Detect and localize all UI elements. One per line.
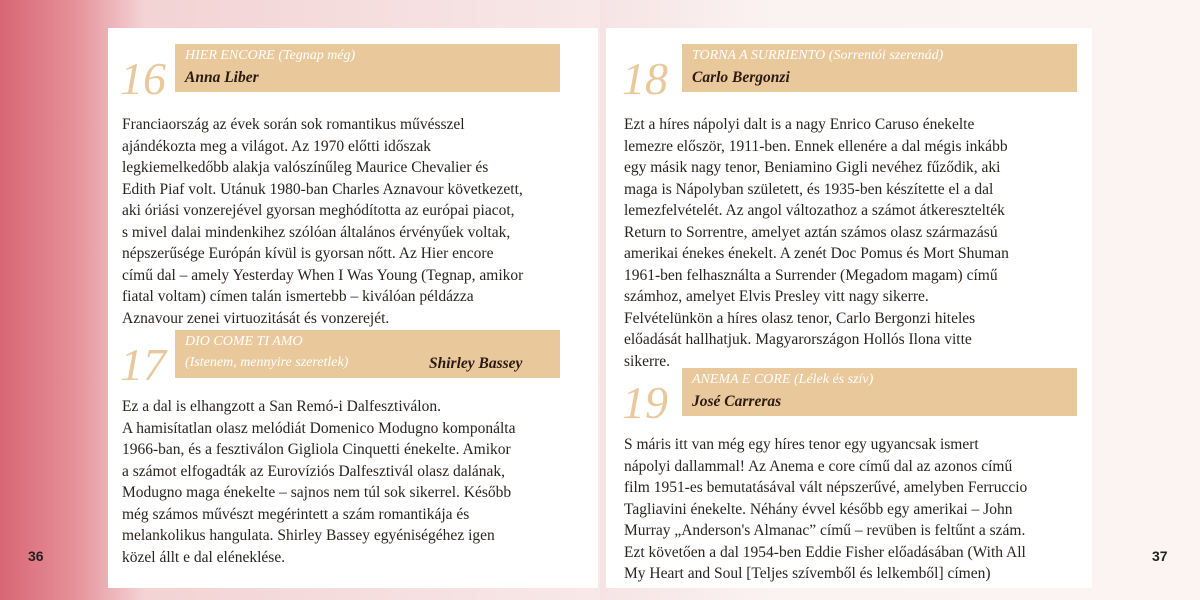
track-artist: Shirley Bassey [429, 355, 523, 372]
body-line: fiatal voltam) címen talán ismertebb – kiválóan példázza [122, 288, 474, 305]
body-line: melankolikus hangulata. Shirley Bassey egyéniségéhez igen [122, 527, 495, 544]
track-16-body [122, 114, 592, 329]
body-line: ajándékozta meg a világot. Az 1970 előtti időszak [122, 137, 432, 155]
track-number: 17 [120, 339, 166, 390]
title-band [682, 44, 1077, 92]
track-number: 18 [622, 53, 668, 104]
body-line: című dal – amely Yesterday When I Was Young (Tegnap, amikor [122, 266, 524, 284]
track-title: TORNA A SURRIENTO (Sorrentói szerenád) [692, 48, 944, 63]
body-line: Return to Sorrentre, amelyet aztán számos olasz származású [624, 223, 998, 241]
body-line: amerikai énekes énekelt. A zenét Doc Pomus és Mort Shuman [624, 245, 1009, 262]
right-page [606, 28, 1092, 588]
track-artist: José Carreras [692, 393, 782, 410]
body-line: számhoz, amelyet Elvis Presley vitt nagy sikerre. [624, 288, 929, 305]
track-17-body [122, 396, 592, 568]
body-line: közel állt e dal eléneklése. [122, 548, 286, 566]
title-band [682, 368, 1077, 416]
track-title: DIO COME TI AMO [185, 334, 303, 349]
body-line: S máris itt van még egy híres tenor egy ugyancsak ismert [624, 436, 979, 453]
body-line: 1966-ban, és a fesztiválon Gigliola Cinquetti énekelte. Amikor [122, 441, 511, 458]
track-title: HIER ENCORE (Tegnap még) [185, 48, 356, 63]
title-band [175, 330, 560, 378]
body-line: nápolyi dallammal! Az Anema e core című dal az azonos című [624, 457, 1013, 475]
body-line: lemezfelvételét. Az angol változathoz a számot átkeresztelték [624, 202, 1005, 219]
body-line: legkiemelkedőbb alakja valószínűleg Maurice Chevalier és [122, 159, 489, 176]
body-line: maga is Nápolyban született, és 1935-ben készítette el a dal [624, 180, 994, 198]
body-line: Murray „Anderson's Almanac” című – revüben is feltűnt a szám. [624, 522, 1026, 539]
body-line: s mivel dalai mindenkihez szólóan általános érvényűek voltak, [122, 223, 511, 241]
body-line: Ez a dal is elhangzott a San Remó-i Dalfesztiválon. [122, 398, 441, 415]
body-line: sikerre. [624, 352, 671, 370]
body-line: népszerűsége Európán kívül is gyorsan nőtt. Az Hier encore [122, 245, 494, 262]
body-line: 1961-ben felhasználta a Surrender (Megadom magam) című [624, 266, 998, 284]
body-line: Aznavour zenei virtuozitását és vonzerejét. [122, 309, 390, 327]
body-line: Edith Piaf volt. Utánuk 1980-ban Charles Aznavour következett, [122, 180, 523, 198]
track-18-body [624, 114, 1090, 372]
left-page [108, 28, 598, 588]
title-band [175, 44, 560, 92]
track-title: ANEMA E CORE (Lélek és szív) [692, 372, 874, 387]
body-line: My Heart and Soul [Teljes szívemből és lelkemből] címen) [624, 565, 991, 582]
body-line: egy másik nagy tenor, Beniamino Gigli nevéhez fűződik, aki [624, 159, 1001, 176]
body-line: Ezt a híres nápolyi dalt is a nagy Enrico Caruso énekelte [624, 116, 975, 133]
body-line: Modugno maga énekelte – sajnos nem túl sok sikerrel. Később [122, 484, 512, 501]
track-number: 16 [120, 53, 166, 104]
track-19-body [624, 434, 1090, 585]
body-line: film 1951-es bemutatásával vált népszerűvé, amelyben Ferruccio [624, 479, 1028, 496]
page-number-left: 36 [28, 548, 44, 564]
body-line: aki óriási vonzerejével gyorsan meghódította az európai piacot, [122, 202, 515, 219]
body-line: Tagliavini énekelte. Néhány évvel később egy amerikai – John [624, 500, 1013, 518]
body-line: lemezre először, 1911-ben. Ennek ellenére a dal mégis inkább [624, 137, 1008, 155]
track-subtitle: (Istenem, mennyire szeretlek) [185, 355, 349, 370]
body-line: Ezt követően a dal 1954-ben Eddie Fisher előadásában (With All [624, 543, 1026, 561]
page-number-right: 37 [1152, 548, 1168, 564]
body-line: még számos művészt megérintett a szám romantikája és [122, 505, 470, 523]
body-line: előadását hallhatjuk. Magyarországon Hollós Ilona vitte [624, 331, 972, 348]
track-number: 19 [622, 377, 668, 428]
body-line: Franciaország az évek során sok romantikus művésszel [122, 116, 465, 133]
track-artist: Anna Liber [185, 69, 259, 86]
track-artist: Carlo Bergonzi [692, 69, 790, 86]
body-line: A hamisítatlan olasz melódiát Domenico Modugno komponálta [122, 419, 516, 437]
body-line: a számot elfogadták az Eurovíziós Dalfesztivál olasz dalának, [122, 462, 506, 480]
body-line: Felvételünkön a híres olasz tenor, Carlo Bergonzi hiteles [624, 309, 976, 327]
